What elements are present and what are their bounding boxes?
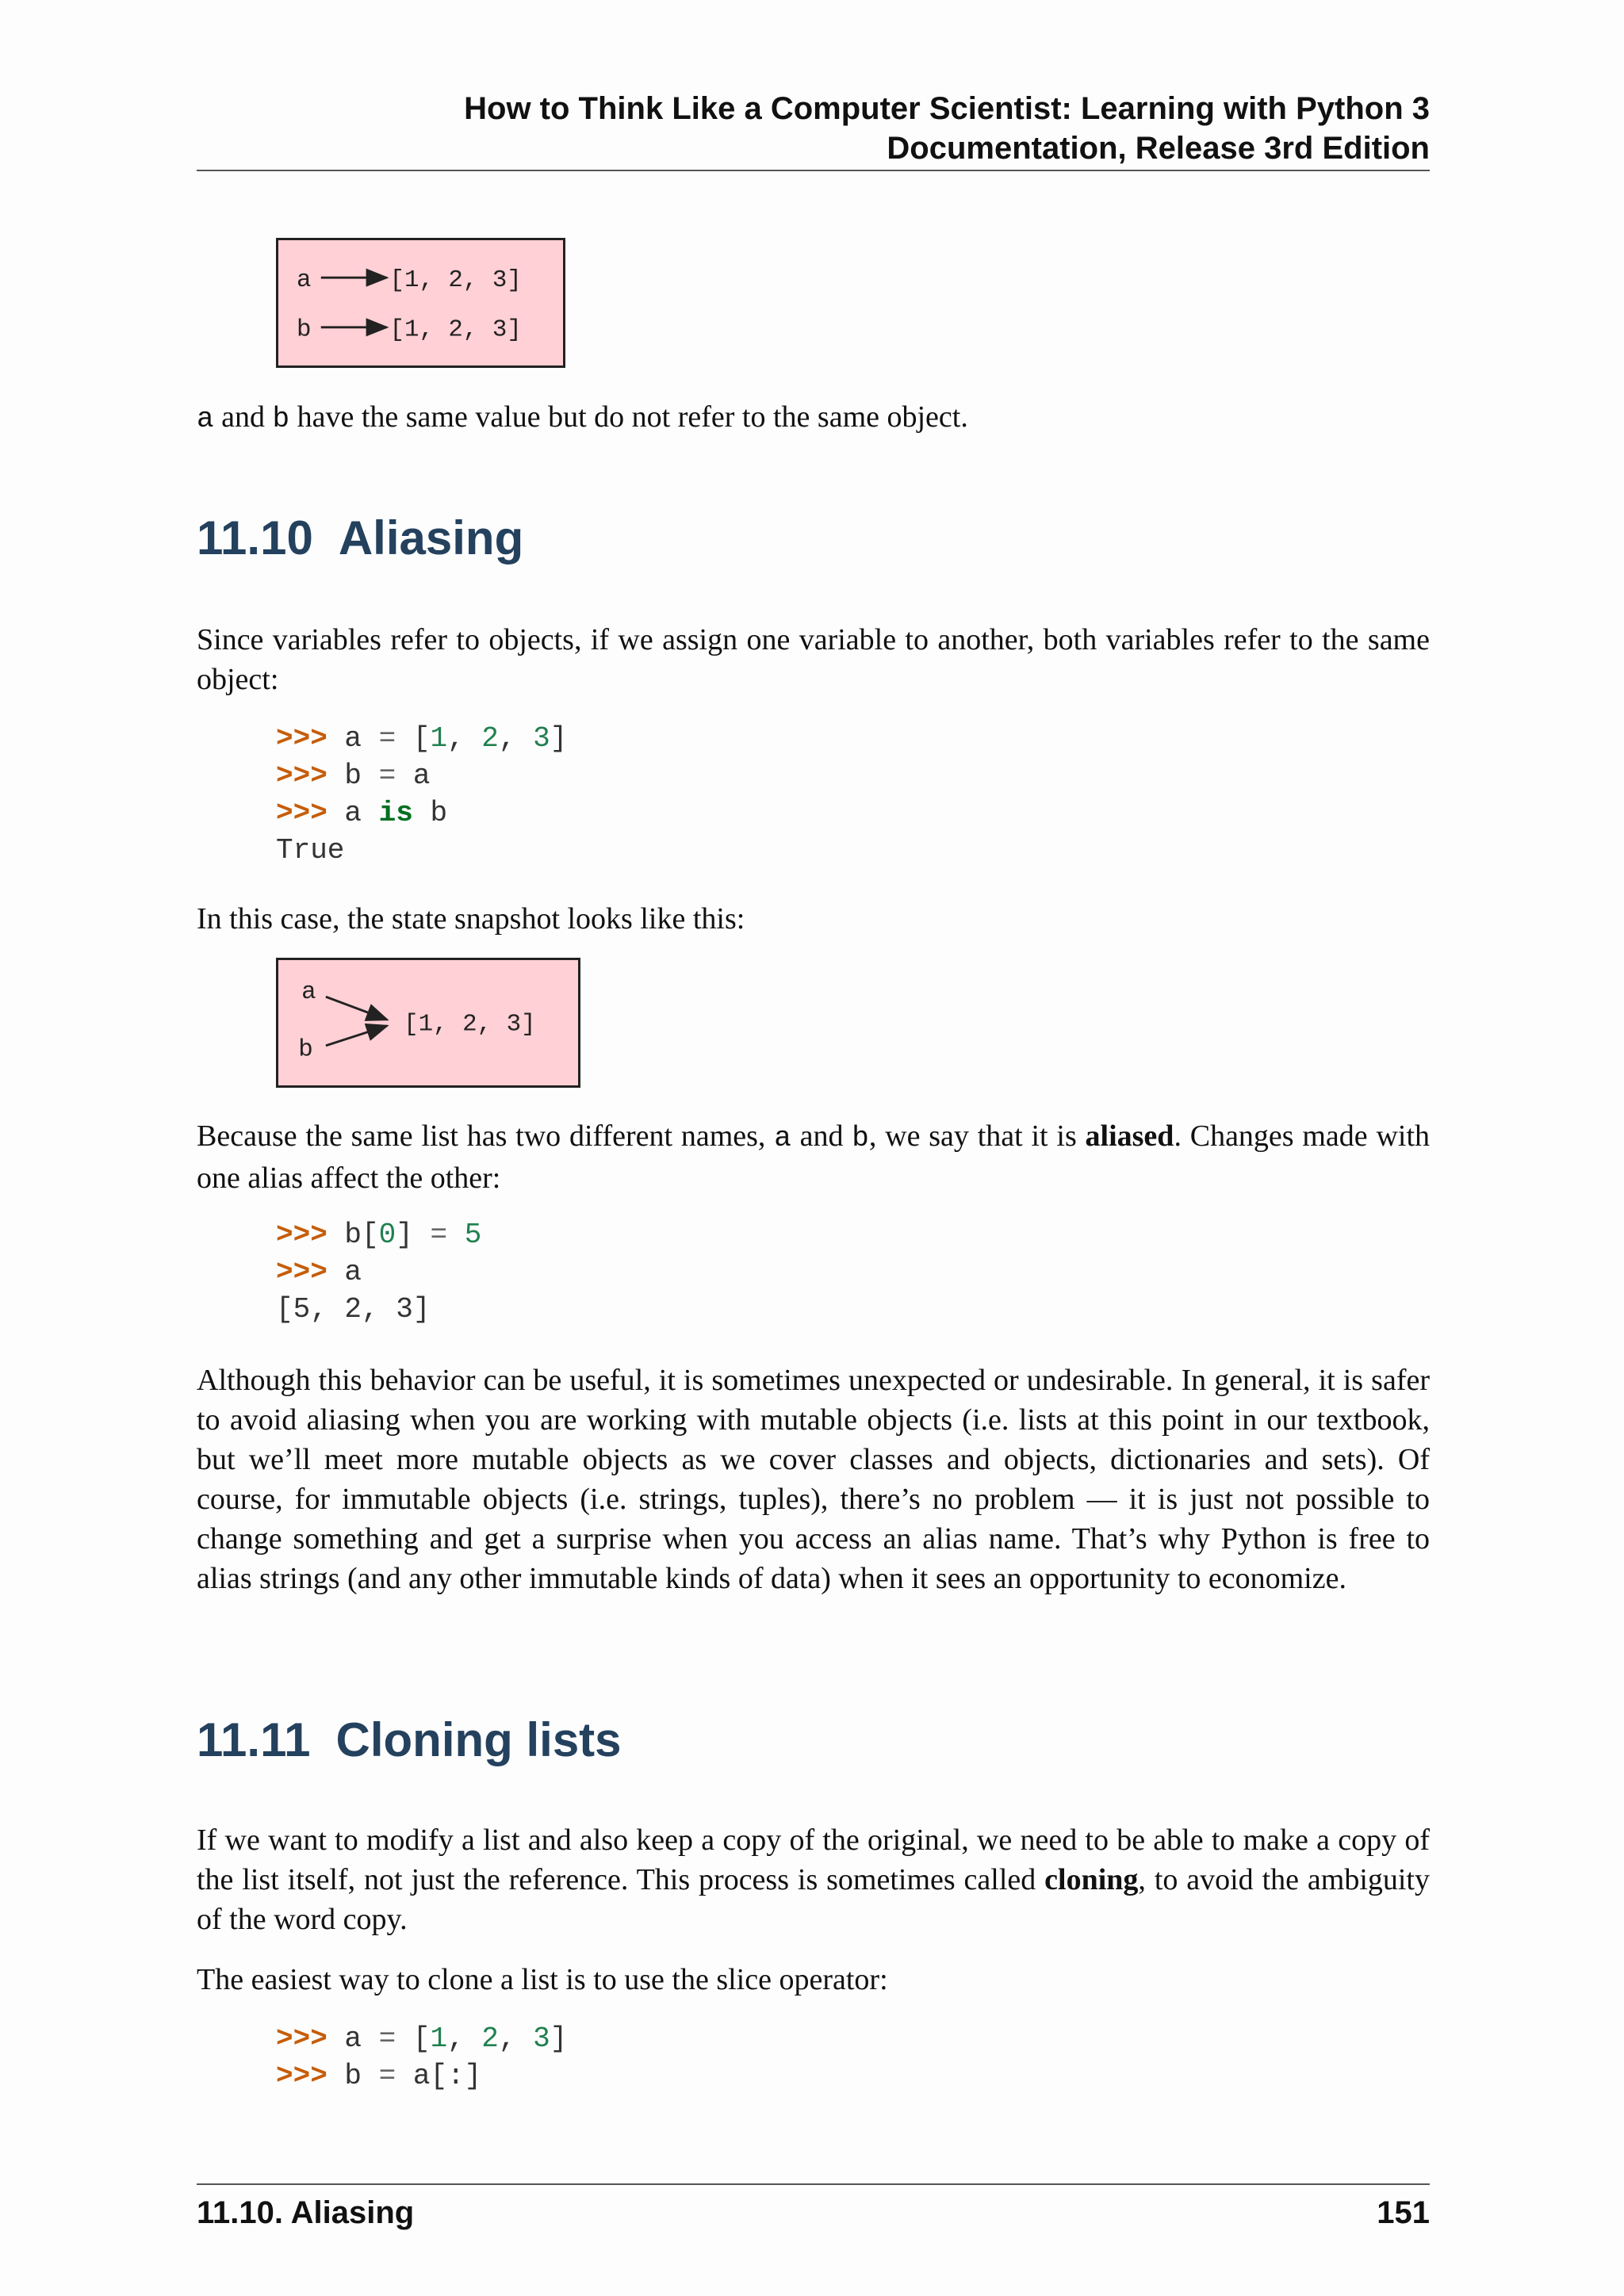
running-footer: [197, 2193, 1430, 2233]
header-rule: [197, 170, 1430, 171]
intro-text: [197, 397, 1430, 439]
diagram-1-list-b: [1, 2, 3]: [389, 316, 522, 344]
code-line-3: a is b: [344, 797, 448, 829]
para3-text-2: , we say that it is: [868, 1119, 1086, 1153]
state-diagram-separate-lists: [276, 238, 565, 368]
prompt: >>>: [276, 2060, 327, 2092]
para3-and: and: [791, 1119, 852, 1153]
header-line-2: Documentation, Release 3rd Edition: [887, 131, 1430, 166]
intro-rest: have the same value but do not refer to the same object.: [289, 400, 968, 434]
diagram-2-var-b: b: [298, 1035, 313, 1064]
paragraph-1: Since variables refer to objects, if we assign one variable to another, both variables refer to the same object:: [197, 623, 1430, 696]
code-block-1: [276, 720, 567, 869]
footer-section: 11.10. Aliasing: [197, 2195, 415, 2230]
header-line-1: How to Think Like a Computer Scientist: Learning with Python 3: [464, 91, 1430, 126]
code-line-1: b[0] = 5: [344, 1219, 482, 1251]
inline-code-a: a: [197, 403, 214, 435]
paragraph-3: [197, 1116, 1430, 1198]
section-heading-aliasing: [197, 511, 523, 566]
diagram-2-var-a: a: [301, 978, 316, 1007]
prompt: >>>: [276, 2022, 327, 2055]
code-line-1: a = [1, 2, 3]: [344, 722, 568, 755]
section-heading-cloning-lists: [197, 1712, 622, 1768]
paragraph-6: The easiest way to clone a list is to use the slice operator:: [197, 1963, 888, 1996]
diagram-1-var-a: a: [296, 266, 312, 294]
para5-text-2: , to avoid the ambiguity of the word copy.: [197, 1863, 1430, 1936]
prompt: >>>: [276, 760, 327, 792]
section-title: Cloning lists: [335, 1713, 622, 1766]
code-line-2: b = a: [344, 760, 431, 792]
paragraph-5: [197, 1820, 1430, 1939]
arrow-b-to-list: [326, 1026, 387, 1046]
page-number: 151: [1377, 2195, 1430, 2230]
prompt: >>>: [276, 722, 327, 755]
section-number: 11.11: [197, 1713, 311, 1766]
para3-text-3: . Changes made with one alias affect the other:: [197, 1119, 1431, 1195]
footer-rule: [197, 2183, 1430, 2185]
inline-code-a: a: [774, 1122, 791, 1154]
section-title: Aliasing: [338, 511, 524, 564]
diagram-2-svg: [278, 960, 578, 1085]
intro-and: and: [213, 400, 273, 434]
diagram-1-var-b: b: [296, 316, 312, 344]
prompt: >>>: [276, 1219, 327, 1251]
code-output: True: [276, 834, 345, 867]
diagram-2-list: [1, 2, 3]: [404, 1010, 536, 1039]
code-line-2: a: [344, 1256, 362, 1288]
code-output: [5, 2, 3]: [276, 1293, 431, 1326]
inline-code-b: b: [852, 1122, 869, 1154]
diagram-1-svg: [278, 240, 563, 365]
code-line-2: b = a[:]: [344, 2060, 482, 2092]
para5-text-1: If we want to modify a list and also keep a copy of the original, we need to be able to make a copy of the list itself, not just the reference. This process is sometimes called: [197, 1823, 1430, 1896]
running-header: [197, 89, 1430, 168]
arrow-a-to-list: [326, 997, 387, 1020]
prompt: >>>: [276, 1256, 327, 1288]
diagram-1-list-a: [1, 2, 3]: [389, 266, 522, 294]
term-aliased: aliased: [1085, 1119, 1174, 1153]
paragraph-4: Although this behavior can be useful, it is sometimes unexpected or undesirable. In general, it is safer to avoid aliasing when you are working with mutable objects (i.e. lists at this point in our textbook, but we’ll meet more mutable objects as we cover classes and objects, dictionaries and sets). Of course, for immutable objects (i.e. strings, tuples), there’s no problem — it is just not possible to change something and get a surprise when you access an alias name. That’s why Python is free to alias strings (and any other immutable kinds of data) when it sees an opportunity to economize.: [197, 1364, 1430, 1595]
code-line-1: a = [1, 2, 3]: [344, 2022, 568, 2055]
prompt: >>>: [276, 797, 327, 829]
para3-text-1: Because the same list has two different names,: [197, 1119, 775, 1153]
state-diagram-aliased: [276, 958, 580, 1088]
code-block-2: [276, 1216, 481, 1328]
inline-code-b: b: [272, 403, 290, 435]
code-block-3: [276, 2020, 567, 2095]
term-cloning: cloning: [1044, 1863, 1139, 1896]
section-number: 11.10: [197, 511, 313, 564]
paragraph-2: In this case, the state snapshot looks like this:: [197, 902, 745, 936]
